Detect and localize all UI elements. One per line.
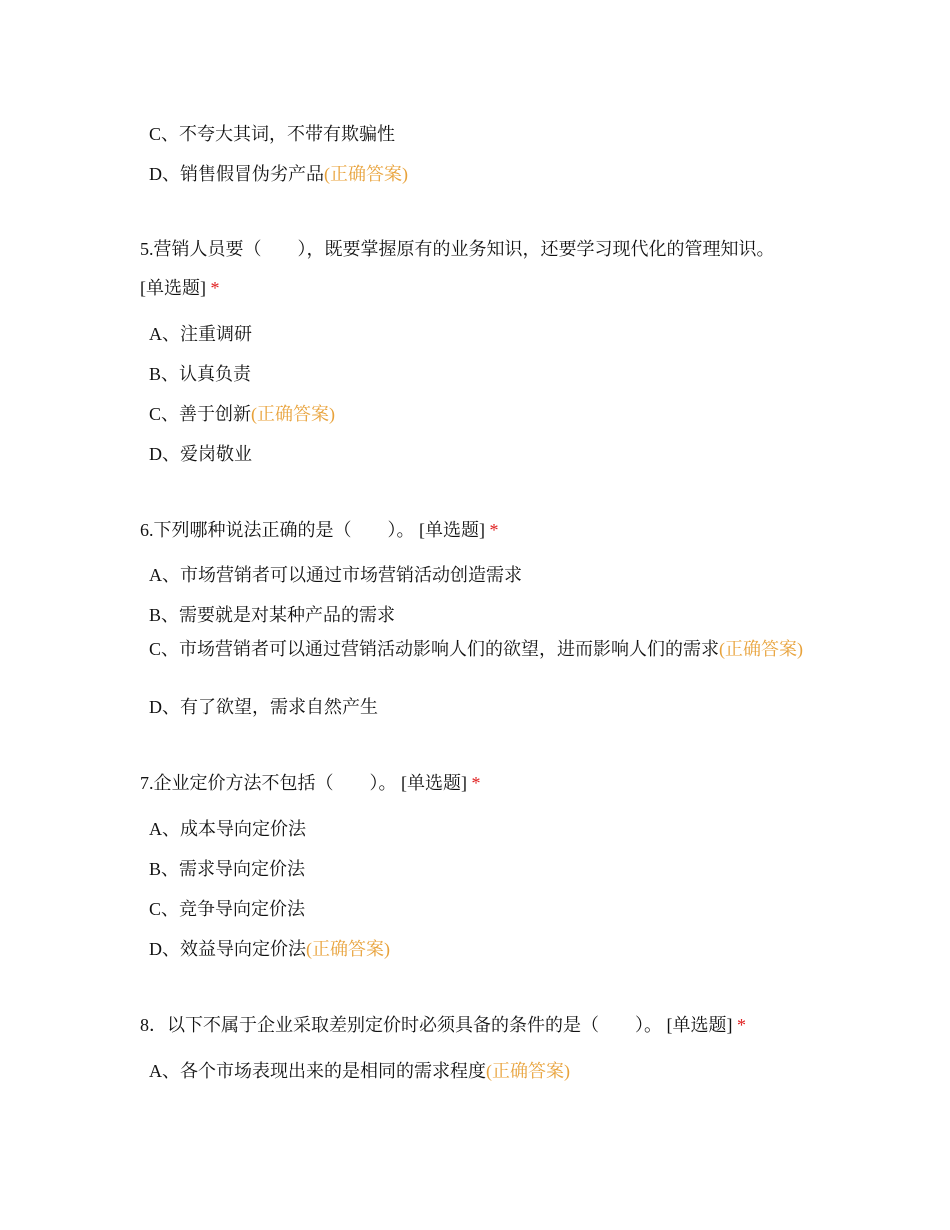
question-text: 5.营销人员要（ ），既要掌握原有的业务知识，还要学习现代化的管理知识。 [140, 239, 775, 259]
option-text: A、成本导向定价法 [149, 819, 306, 839]
correct-answer-tag: (正确答案) [324, 164, 408, 184]
correct-answer-tag: (正确答案) [251, 404, 336, 424]
required-marker: * [210, 278, 220, 298]
q5-option-d [149, 442, 809, 466]
option-text: B、需要就是对某种产品的需求 [149, 605, 396, 625]
q5-option-b [149, 362, 809, 386]
option-text: B、认真负责 [149, 364, 252, 384]
option-text: C、竞争导向定价法 [149, 899, 306, 919]
q7-option-a [149, 817, 809, 841]
required-marker: * [737, 1015, 746, 1035]
q6-title [140, 518, 820, 542]
q5-type [140, 276, 820, 300]
option-text: D、爱岗敬业 [149, 444, 252, 464]
option-text: A、各个市场表现出来的是相同的需求程度 [149, 1061, 486, 1081]
option-text: C、善于创新 [149, 404, 252, 424]
question-text: 7.企业定价方法不包括（ ）。 [单选题] [140, 773, 467, 793]
q7-option-d [149, 937, 809, 961]
required-marker: * [471, 773, 481, 793]
option-text: D、效益导向定价法 [149, 939, 306, 959]
correct-answer-tag: (正确答案) [306, 939, 390, 959]
correct-answer-tag: (正确答案) [486, 1061, 570, 1081]
required-marker: * [489, 520, 499, 540]
q7-option-b [149, 857, 809, 881]
option-text: C、市场营销者可以通过营销活动影响人们的欲望，进而影响人们的需求 [149, 639, 720, 659]
q8-option-a [149, 1059, 809, 1083]
q6-option-b [149, 603, 809, 627]
question-text: 8．以下不属于企业采取差别定价时必须具备的条件的是（ ）。 [单选题] [140, 1015, 733, 1035]
question-text: 6.下列哪种说法正确的是（ ）。 [单选题] [140, 520, 485, 540]
option-text: B、需求导向定价法 [149, 859, 306, 879]
question-type: [单选题] [140, 278, 206, 298]
q4-option-c [149, 122, 809, 146]
q6-option-c [149, 637, 809, 661]
q6-option-d [149, 695, 809, 719]
q7-option-c [149, 897, 809, 921]
q7-title [140, 771, 820, 795]
option-text: D、销售假冒伪劣产品 [149, 164, 324, 184]
option-text: A、市场营销者可以通过市场营销活动创造需求 [149, 565, 522, 585]
q4-option-d [149, 162, 809, 186]
correct-answer-tag: (正确答案) [719, 639, 804, 659]
option-text: D、有了欲望，需求自然产生 [149, 697, 378, 717]
option-text: A、注重调研 [149, 324, 252, 344]
q5-option-a [149, 322, 809, 346]
q8-title [140, 1013, 860, 1037]
q5-title [140, 237, 820, 261]
q6-option-a [149, 563, 809, 587]
option-text: C、不夸大其词，不带有欺骗性 [149, 124, 396, 144]
q5-option-c [149, 402, 809, 426]
